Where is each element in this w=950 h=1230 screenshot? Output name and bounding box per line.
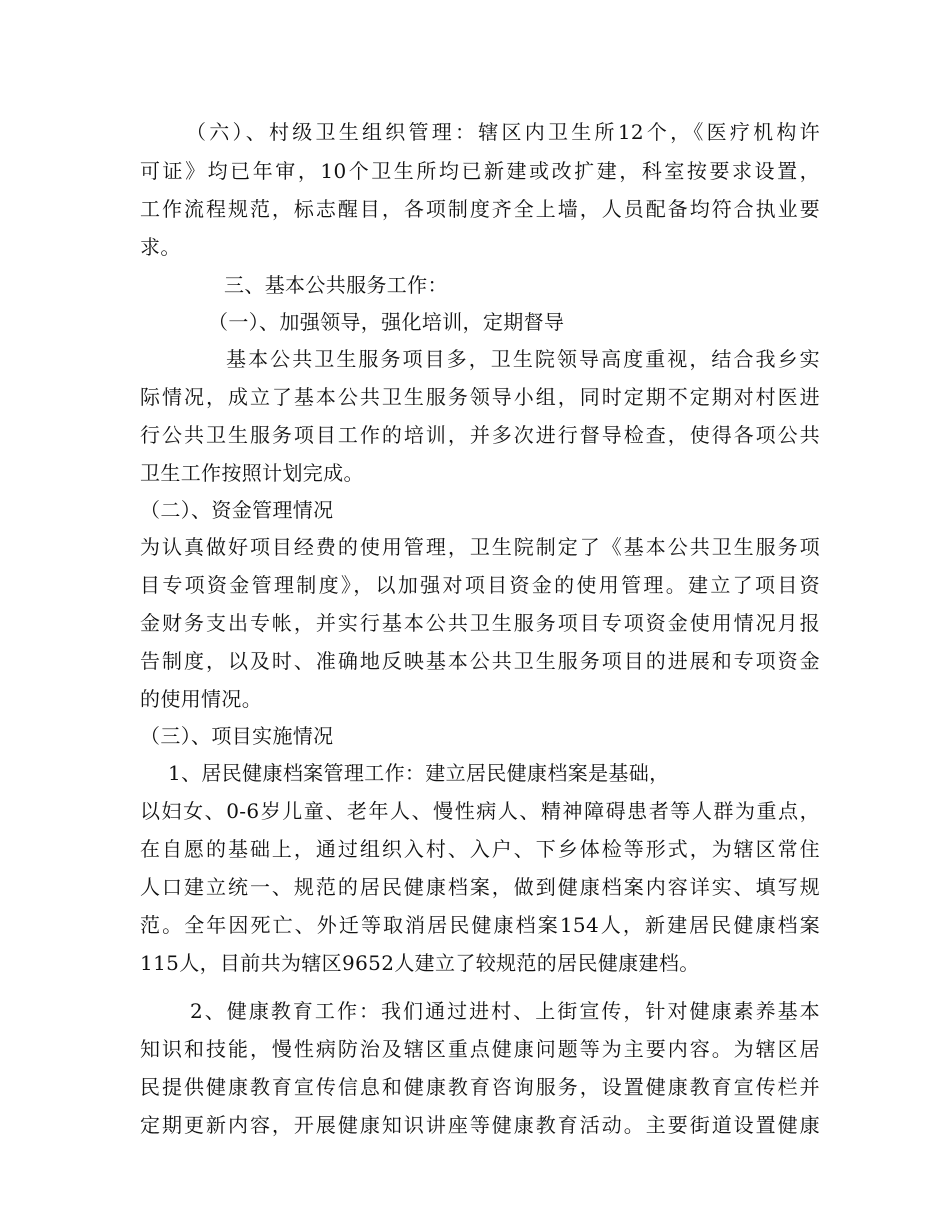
subsection-heading: （一）、加强领导，强化培训，定期督导 bbox=[208, 310, 565, 334]
paragraph-line: 以妇女、0-6岁儿童、老年人、慢性病人、精神障碍患者等人群为重点， bbox=[140, 799, 820, 823]
subsection-heading: （三）、项目实施情况 bbox=[140, 724, 334, 748]
paragraph-line: 可证》均已年审，10个卫生所均已新建或改扩建，科室按要求设置， bbox=[140, 159, 820, 183]
paragraph-line: 金财务支出专帐，并实行基本公共卫生服务项目专项资金使用情况月报 bbox=[140, 611, 820, 635]
paragraph-line: 知识和技能，慢性病防治及辖区重点健康问题等为主要内容。为辖区居 bbox=[140, 1037, 820, 1061]
paragraph-line: 基本公共卫生服务项目多，卫生院领导高度重视，结合我乡实 bbox=[226, 347, 820, 371]
paragraph-line: 卫生工作按照计划完成。 bbox=[140, 461, 364, 485]
paragraph-line: 人口建立统一、规范的居民健康档案，做到健康档案内容详实、填写规 bbox=[140, 875, 820, 899]
paragraph-line: 115人，目前共为辖区9652人建立了较规范的居民健康建档。 bbox=[140, 951, 700, 975]
paragraph-line: 2、健康教育工作：我们通过进村、上街宣传，针对健康素养基本 bbox=[190, 999, 820, 1023]
paragraph-line: 为认真做好项目经费的使用管理，卫生院制定了《基本公共卫生服务项 bbox=[140, 535, 820, 559]
paragraph-line: 民提供健康教育宣传信息和健康教育咨询服务，设置健康教育宣传栏并 bbox=[140, 1075, 820, 1099]
paragraph-line: 定期更新内容，开展健康知识讲座等健康教育活动。主要街道设置健康 bbox=[140, 1113, 820, 1137]
subsection-heading: （二）、资金管理情况 bbox=[140, 498, 334, 522]
paragraph-line: 范。全年因死亡、外迁等取消居民健康档案154人，新建居民健康档案 bbox=[140, 913, 820, 937]
paragraph-line: 告制度，以及时、准确地反映基本公共卫生服务项目的进展和专项资金 bbox=[140, 649, 820, 673]
paragraph-line: 求。 bbox=[140, 235, 181, 259]
paragraph-line: 目专项资金管理制度》，以加强对项目资金的使用管理。建立了项目资 bbox=[140, 573, 820, 597]
paragraph-line: 的使用情况。 bbox=[140, 687, 263, 711]
paragraph-line: （六）、村级卫生组织管理：辖区内卫生所12个，《医疗机构许 bbox=[186, 120, 820, 144]
section-heading: 三、基本公共服务工作： bbox=[224, 273, 448, 297]
paragraph-line: 行公共卫生服务项目工作的培训，并多次进行督导检查，使得各项公共 bbox=[140, 423, 820, 447]
paragraph-line: 在自愿的基础上，通过组织入村、入户、下乡体检等形式，为辖区常住 bbox=[140, 837, 820, 861]
paragraph-line: 1、居民健康档案管理工作：建立居民健康档案是基础， bbox=[168, 761, 670, 785]
paragraph-line: 工作流程规范，标志醒目，各项制度齐全上墙，人员配备均符合执业要 bbox=[140, 197, 820, 221]
paragraph-line: 际情况，成立了基本公共卫生服务领导小组，同时定期不定期对村医进 bbox=[140, 385, 820, 409]
